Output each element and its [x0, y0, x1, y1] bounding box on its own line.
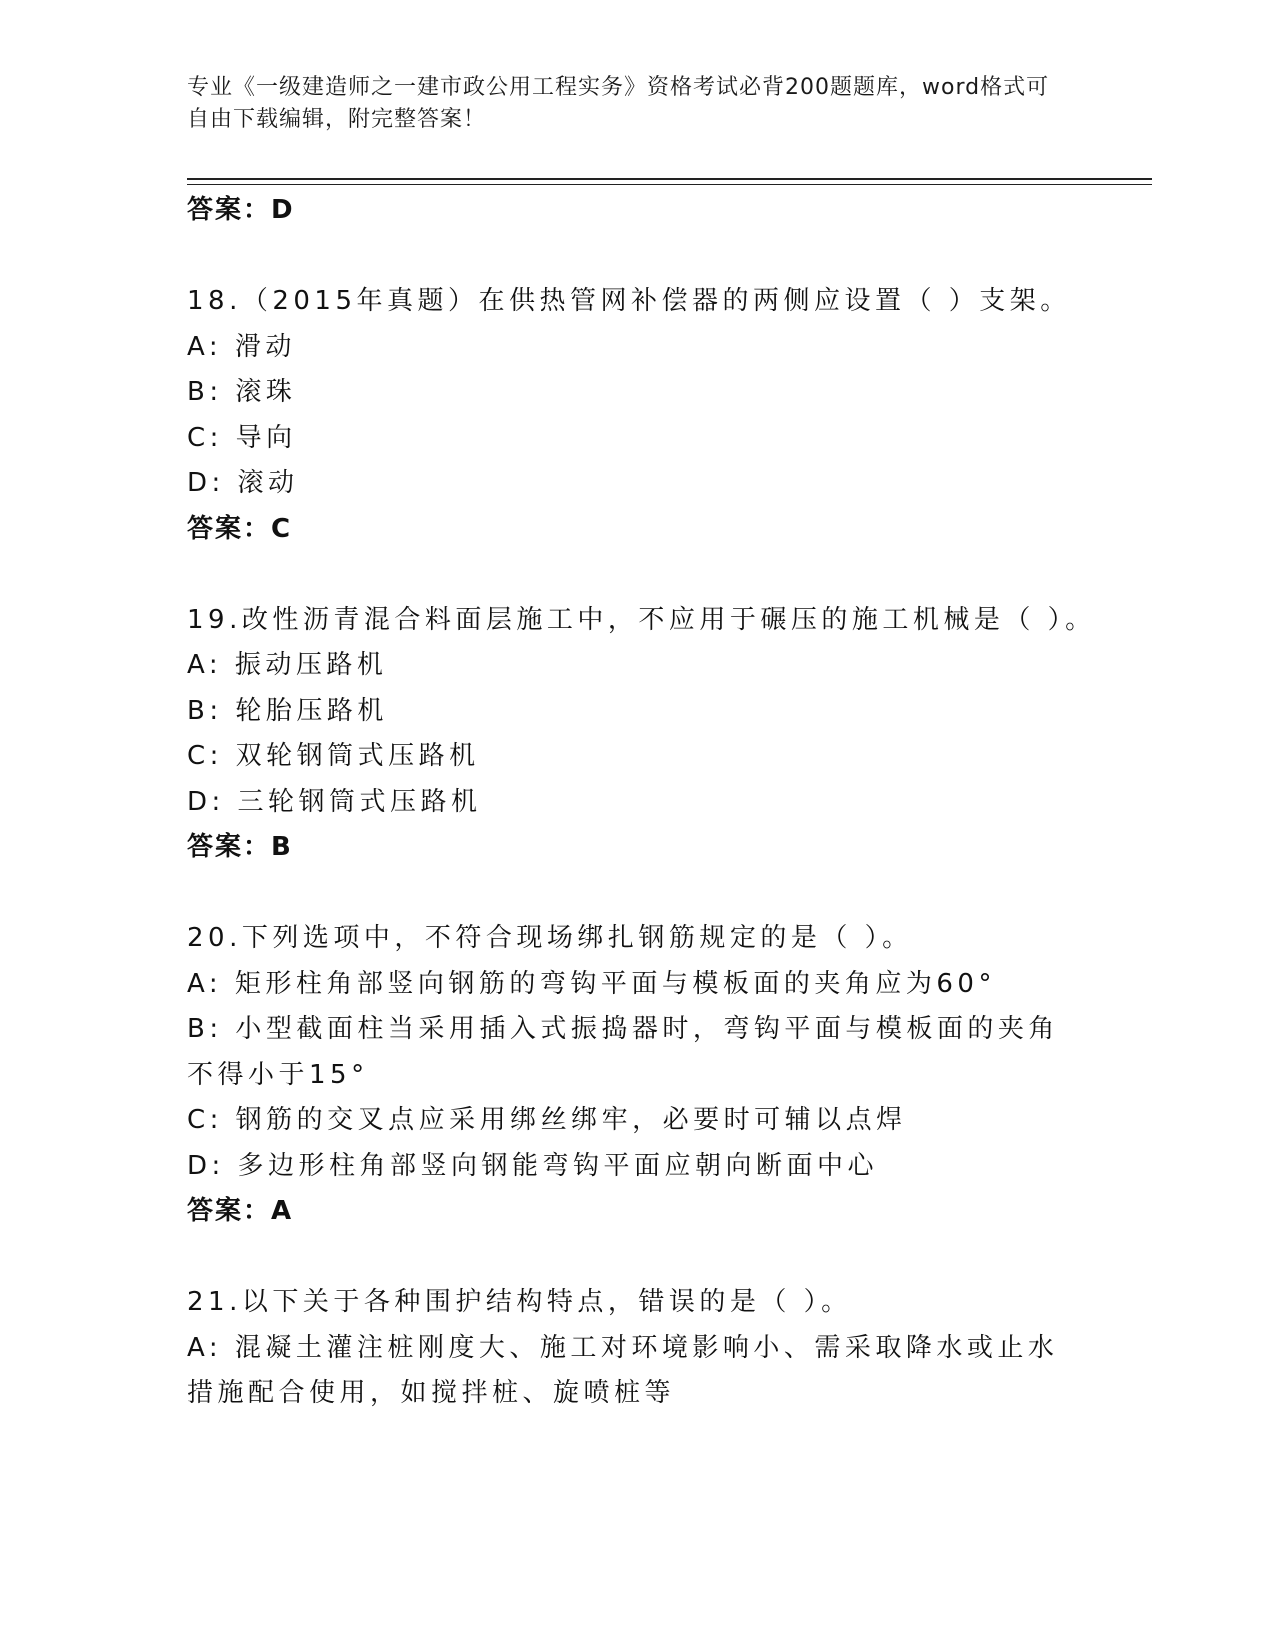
option-d: D: 滚动	[187, 468, 299, 498]
question-block	[187, 916, 1087, 1235]
answer-value: D	[271, 195, 295, 225]
answer-label: 答案：	[187, 1196, 272, 1226]
option-b: B: 小型截面柱当采用插入式振捣器时，弯钩平面与模板面的夹角不得小于15°	[187, 1014, 1059, 1090]
spacer	[187, 234, 1087, 280]
option-c: C: 导向	[187, 422, 297, 453]
answer-label: 答案：	[187, 513, 272, 544]
question-stem: 20.下列选项中，不符合现场绑扎钢筋规定的是（ ）。	[187, 923, 913, 953]
answer-line	[187, 507, 1087, 553]
page-header: 专业《一级建造师之一建市政公用工程实务》资格考试必背200题题库，word格式可自由下载编辑，附完整答案！	[187, 75, 1050, 132]
question-block	[187, 1280, 1087, 1417]
option-a: A: 混凝土灌注桩刚度大、施工对环境影响小、需采取降水或止水措施配合使用，如搅拌桩、旋喷桩等	[187, 1332, 1059, 1408]
option-b: B: 轮胎压路机	[187, 695, 388, 726]
spacer	[187, 871, 1087, 917]
option-c: C: 钢筋的交叉点应采用绑丝绑牢，必要时可辅以点焊	[187, 1105, 907, 1135]
header-rule-thick	[187, 178, 1152, 180]
answer-value: C	[271, 513, 293, 544]
spacer	[187, 552, 1087, 598]
option-a: A: 振动压路机	[187, 650, 388, 680]
question-stem: 19.改性沥青混合料面层施工中，不应用于碾压的施工机械是（ ）。	[187, 604, 1096, 635]
answer-value: B	[271, 832, 293, 862]
spacer	[187, 1235, 1087, 1281]
question-block	[187, 279, 1087, 552]
option-d: D: 多边形柱角部竖向钢能弯钩平面应朝向断面中心	[187, 1150, 879, 1181]
answer-value: A	[271, 1196, 294, 1226]
answer-line	[187, 825, 1087, 871]
option-a: A: 矩形柱角部竖向钢筋的弯钩平面与模板面的夹角应为60°	[187, 968, 996, 999]
question-stem: 21.以下关于各种围护结构特点，错误的是（ ）。	[187, 1287, 852, 1317]
option-b: B: 滚珠	[187, 377, 297, 407]
option-c: C: 双轮钢筒式压路机	[187, 741, 480, 771]
answer-label: 答案：	[187, 195, 272, 225]
answer-line	[187, 188, 1087, 234]
header-rule-thin	[187, 184, 1152, 185]
option-d: D: 三轮钢筒式压路机	[187, 786, 482, 817]
question-block	[187, 598, 1096, 871]
question-stem: 18.（2015年真题）在供热管网补偿器的两侧应设置（ ）支架。	[187, 286, 1071, 316]
option-a: A: 滑动	[187, 331, 296, 362]
answer-label: 答案：	[187, 832, 272, 862]
question-content	[187, 188, 1096, 1417]
answer-line	[187, 1189, 1087, 1235]
